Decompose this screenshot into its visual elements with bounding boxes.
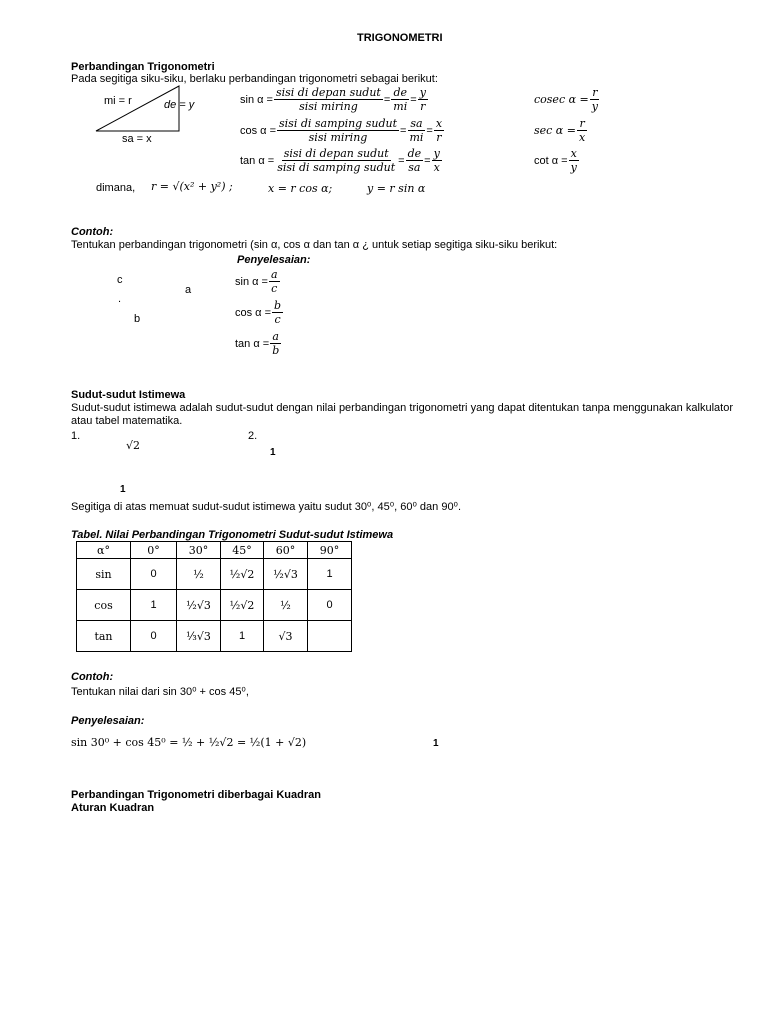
formula-cosec: cosec α = $\frac{r}{y}$ [534, 86, 598, 113]
table-caption: Tabel. Nilai Perbandingan Trigonometri Sudut-sudut Istimewa [71, 529, 394, 541]
example-heading: Contoh: [71, 226, 114, 238]
table-row [77, 590, 352, 621]
answer-cos: cos α = $\frac{b}{c}$ [235, 299, 282, 326]
table-cell [308, 621, 352, 652]
table-cell: 0 [131, 559, 177, 590]
label-adjacent: sa = x [122, 133, 152, 145]
table-row [77, 621, 352, 652]
table-cell: √3 [264, 621, 308, 652]
section-intro: Pada segitiga siku-siku, berlaku perbandingan trigonometri sebagai berikut: [71, 73, 438, 85]
section-heading-kuadran: Perbandingan Trigonometri diberbagai Kuadran [71, 789, 321, 801]
table-header: 30° [177, 542, 221, 559]
solution2-formula: sin 30⁰ + cos 45⁰ = ½ + ½√2 = ½(1 + √2) [71, 736, 307, 749]
solution-heading: Penyelesaian: [237, 254, 311, 266]
example2-heading: Contoh: [71, 671, 114, 683]
item-number-1: 1. [71, 430, 81, 442]
dimana-label: dimana, [96, 182, 136, 194]
table-cell: 0 [131, 621, 177, 652]
answer-tan: tan α = $\frac{a}{b}$ [235, 330, 280, 357]
table-header: 45° [221, 542, 264, 559]
table-cell: 1 [308, 559, 352, 590]
section-subheading-aturan: Aturan Kuadran [71, 802, 155, 814]
label-c: c [117, 274, 123, 286]
side-one-label: 1 [270, 447, 276, 458]
section-paragraph: Sudut-sudut istimewa adalah sudut-sudut dengan nilai perbandingan trigonometri yang dapat ditentukan tanpa menggunakan kalkulator atau tabel matematika. [71, 402, 733, 427]
table-cell: ½√2 [221, 559, 264, 590]
label-hypotenuse: mi = r [104, 95, 132, 107]
table-cell: 0 [308, 590, 352, 621]
formula-y: y = r sin α [367, 182, 426, 195]
section-heading-istimewa: Sudut-sudut Istimewa [71, 389, 186, 401]
label-dot: . [118, 293, 122, 305]
example2-question: Tentukan nilai dari sin 30⁰ + cos 45⁰, [71, 686, 249, 698]
item-number-2: 2. [248, 430, 258, 442]
table-cell: ½√3 [177, 590, 221, 621]
table-header: 90° [308, 542, 352, 559]
table-cell: ½ [177, 559, 221, 590]
page-title: TRIGONOMETRI [357, 32, 443, 44]
formula-cos: cos α = $\frac{\text{sisi di samping sudut}}{\text{sisi miring}}$ = $\frac{sa}{mi}$ = $\frac{x}{r}$ [240, 117, 443, 144]
side-one-label-3: 1 [433, 738, 439, 749]
label-b: b [134, 313, 141, 325]
table-cell: ½√3 [264, 559, 308, 590]
table-cell: ⅓√3 [177, 621, 221, 652]
formula-tan: tan α = $\frac{\text{sisi di depan sudut}}{\text{sisi di samping sudut}}$ = $\frac{de}{sa}$ = $\frac{y}{x}$ [240, 147, 440, 174]
answer-sin: sin α = $\frac{a}{c}$ [235, 268, 278, 295]
formula-r: r = √(x² + y²) ; [151, 180, 233, 193]
table-cell: 1 [221, 621, 264, 652]
table-cell-fn: tan [77, 621, 131, 652]
solution2-heading: Penyelesaian: [71, 715, 145, 727]
section-heading-perbandingan: Perbandingan Trigonometri [71, 61, 215, 73]
formula-x: x = r cos α; [268, 182, 333, 195]
table-cell: 1 [131, 590, 177, 621]
table-header: α° [77, 542, 131, 559]
table-header: 0° [131, 542, 177, 559]
table-header: 60° [264, 542, 308, 559]
example-question: Tentukan perbandingan trigonometri (sin α, cos α dan tan α ¿ untuk setiap segitiga siku-siku berikut: [71, 239, 558, 251]
trig-table [76, 541, 352, 652]
label-opposite: de = y [164, 99, 195, 111]
table-cell-fn: cos [77, 590, 131, 621]
side-one-label-2: 1 [120, 484, 126, 495]
formula-sec: sec α = $\frac{r}{x}$ [534, 117, 586, 144]
istimewa-statement: Segitiga di atas memuat sudut-sudut istimewa yaitu sudut 30⁰, 45⁰, 60⁰ dan 90⁰. [71, 501, 462, 513]
formula-cot: cot α = $\frac{x}{y}$ [534, 147, 577, 174]
formula-sin: sin α = $\frac{\text{sisi di depan sudut}}{\text{sisi miring}}$ = $\frac{de}{mi}$ = $\frac{y}{r}$ [240, 86, 426, 113]
table-cell: ½ [264, 590, 308, 621]
table-cell: ½√2 [221, 590, 264, 621]
table-header-row [77, 542, 352, 559]
table-row [77, 559, 352, 590]
sqrt2-label: √2 [126, 439, 141, 452]
table-cell-fn: sin [77, 559, 131, 590]
label-a: a [185, 284, 192, 296]
